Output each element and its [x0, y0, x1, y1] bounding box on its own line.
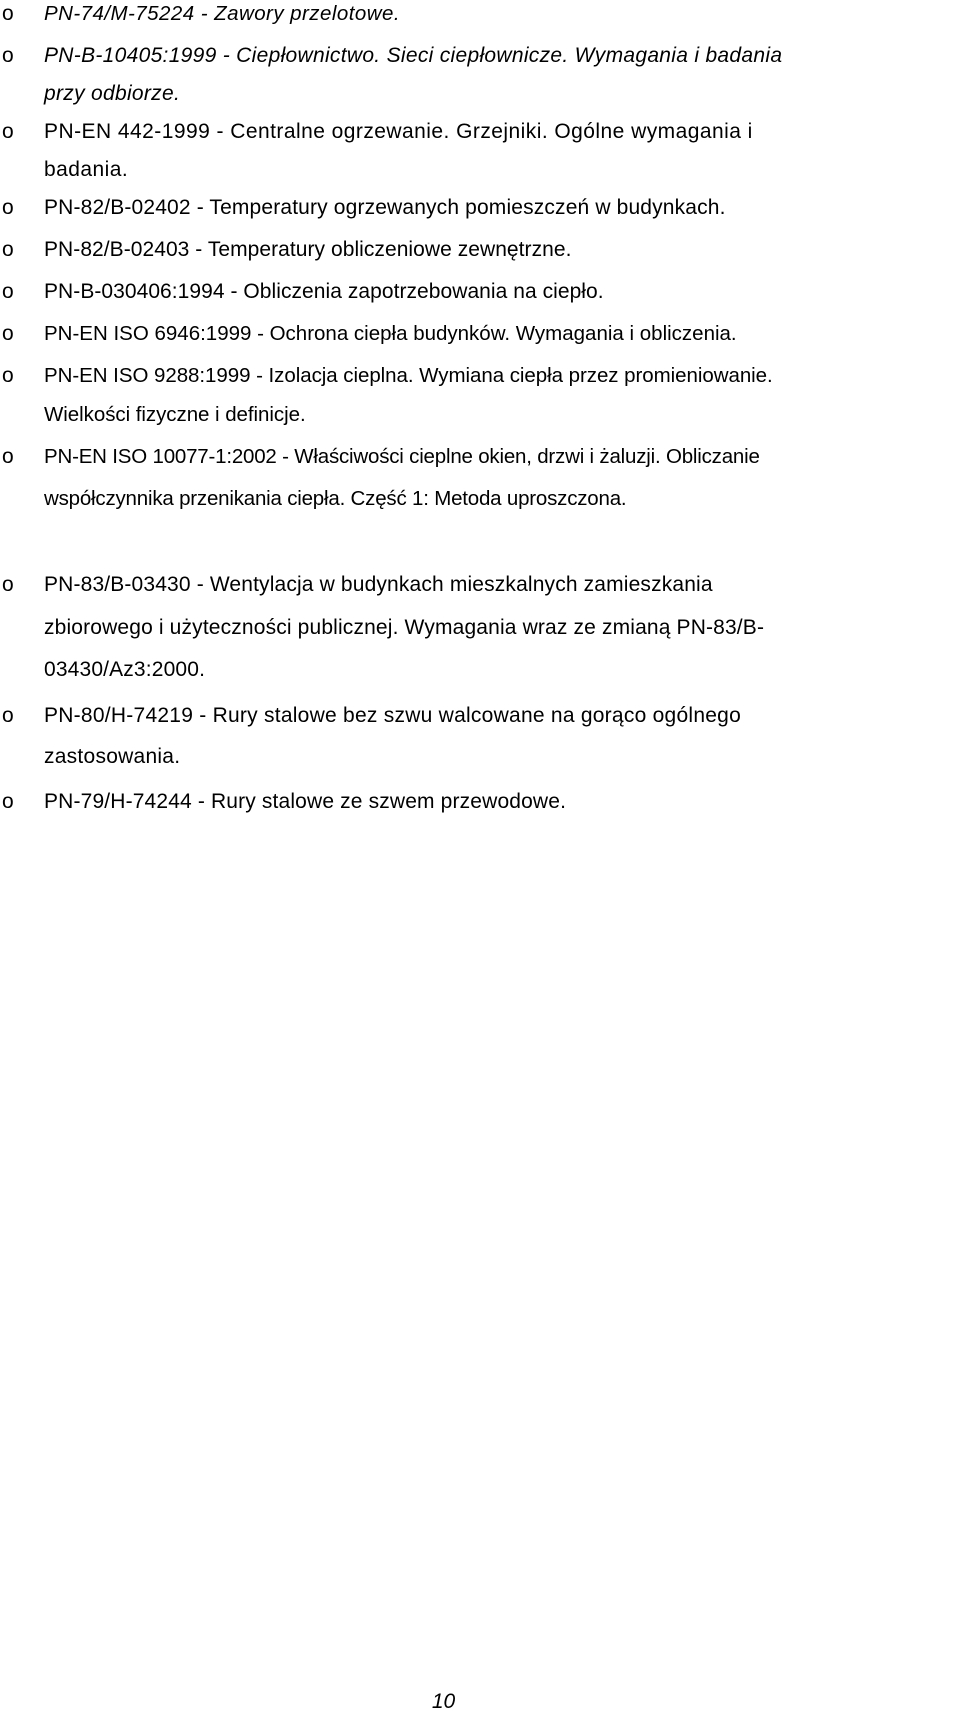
page-number: 10: [431, 1690, 456, 1713]
bullet-icon: o: [2, 238, 14, 261]
list-item-line: badania.: [44, 158, 129, 181]
bullet-icon: o: [2, 120, 14, 143]
bullet-icon: o: [2, 704, 14, 727]
list-item-line: przy odbiorze.: [44, 82, 181, 105]
bullet-icon: o: [2, 790, 14, 813]
bullet-icon: o: [2, 364, 14, 387]
list-item-line: zbiorowego i użyteczności publicznej. Wymagania wraz ze zmianą PN-83/B-: [44, 616, 765, 639]
list-item-line: PN-82/B-02402 - Temperatury ogrzewanych pomieszczeń w budynkach.: [44, 196, 726, 219]
list-item-line: PN-80/H-74219 - Rury stalowe bez szwu walcowane na gorąco ogólnego: [44, 704, 742, 727]
list-item-line: PN-EN 442-1999 - Centralne ogrzewanie. Grzejniki. Ogólne wymagania i: [44, 120, 753, 143]
bullet-icon: o: [2, 573, 14, 596]
bullet-icon: o: [2, 280, 14, 303]
list-item-line: PN-EN ISO 10077-1:2002 - Właściwości cieplne okien, drzwi i żaluzji. Obliczanie: [44, 445, 760, 468]
list-item-line: PN-B-030406:1994 - Obliczenia zapotrzebowania na ciepło.: [44, 280, 604, 303]
bullet-icon: o: [2, 445, 14, 468]
bullet-icon: o: [2, 44, 14, 67]
list-item-line: PN-EN ISO 6946:1999 - Ochrona ciepła budynków. Wymagania i obliczenia.: [44, 322, 737, 345]
list-item-line: zastosowania.: [44, 745, 181, 768]
list-item-line: PN-74/M-75224 - Zawory przelotowe.: [44, 2, 400, 25]
list-item-line: PN-79/H-74244 - Rury stalowe ze szwem przewodowe.: [44, 790, 567, 813]
list-item-line: 03430/Az3:2000.: [44, 658, 206, 681]
bullet-icon: o: [2, 2, 14, 25]
list-item-line: PN-82/B-02403 - Temperatury obliczeniowe zewnętrzne.: [44, 238, 572, 261]
list-item-line: PN-EN ISO 9288:1999 - Izolacja cieplna. Wymiana ciepła przez promieniowanie.: [44, 364, 773, 387]
list-item-line: PN-B-10405:1999 - Ciepłownictwo. Sieci ciepłownicze. Wymagania i badania: [44, 44, 783, 67]
bullet-icon: o: [2, 322, 14, 345]
bullet-icon: o: [2, 196, 14, 219]
list-item-line: PN-83/B-03430 - Wentylacja w budynkach mieszkalnych zamieszkania: [44, 573, 713, 596]
list-item-line: współczynnika przenikania ciepła. Część 1: Metoda uproszczona.: [44, 487, 627, 510]
list-item-line: Wielkości fizyczne i definicje.: [44, 403, 306, 426]
